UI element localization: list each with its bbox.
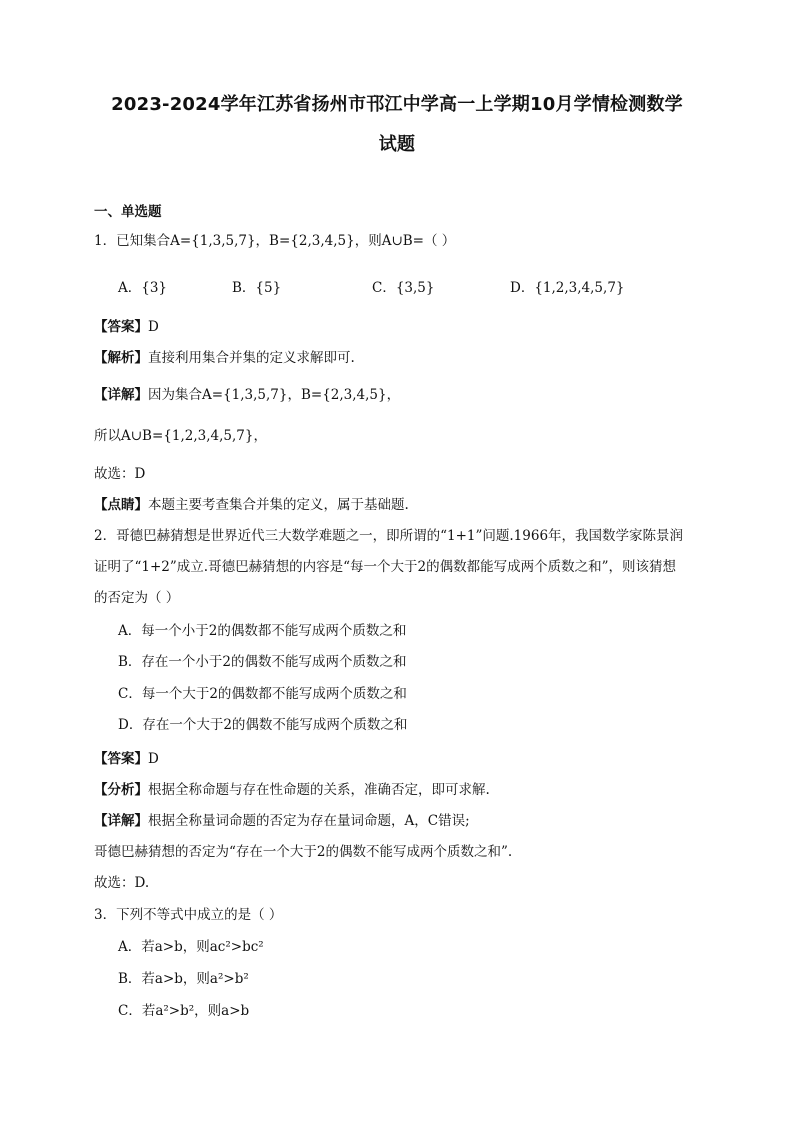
- q1-analysis: [94, 349, 355, 367]
- comment-tag: 【点睛】: [94, 497, 148, 513]
- q2-option-d: D．存在一个大于2的偶数不能写成两个质数之和: [118, 717, 408, 733]
- q3-option-c: C．若a²>b²，则a>b: [118, 1003, 250, 1019]
- q2-option-b: B．存在一个小于2的偶数不能写成两个质数之和: [118, 654, 407, 670]
- detail-tag: 【详解】: [94, 387, 148, 403]
- analysis-text: 直接利用集合并集的定义求解即可.: [148, 350, 355, 366]
- analysis-tag: 【解析】: [94, 350, 148, 366]
- q1-option-c: C．{3,5}: [372, 280, 435, 296]
- comment-text: 本题主要考查集合并集的定义，属于基础题.: [148, 497, 409, 513]
- q1-choose: 故选：D: [94, 466, 146, 482]
- q2-option-c: C．每一个大于2的偶数都不能写成两个质数之和: [118, 686, 407, 702]
- q2-detail: [94, 812, 470, 830]
- detail-text: 根据全称量词命题的否定为存在量词命题，A，C错误;: [148, 813, 470, 829]
- q1-option-a: A．{3}: [118, 280, 168, 296]
- q2-stem-line3: 的否定为（ ）: [94, 590, 180, 606]
- page-title-line1: 2023-2024学年江苏省扬州市邗江中学高一上学期10月学情检测数学: [111, 94, 683, 115]
- q1-option-d: D．{1,2,3,4,5,7}: [510, 280, 625, 296]
- q2-option-a: A．每一个小于2的偶数都不能写成两个质数之和: [118, 623, 407, 639]
- analysis-text: 根据全称命题与存在性命题的关系，准确否定，即可求解.: [148, 782, 490, 798]
- q2-stem-line1: 2．哥德巴赫猜想是世界近代三大数学难题之一，即所谓的“1+1”问题.1966年，我国数学家陈景润: [94, 528, 684, 544]
- detail-text: 因为集合A={1,3,5,7}，B={2,3,4,5}，: [148, 387, 401, 403]
- answer-tag: 【答案】: [94, 751, 148, 767]
- analysis-tag: 【分析】: [94, 782, 148, 798]
- q1-stem: 1．已知集合A={1,3,5,7}，B={2,3,4,5}，则A∪B=（ ）: [94, 233, 456, 249]
- q2-choose: 故选：D.: [94, 875, 150, 891]
- q1-comment: [94, 496, 409, 514]
- detail-tag: 【详解】: [94, 813, 148, 829]
- page-title-line2: 试题: [378, 134, 416, 155]
- answer-tag: 【答案】: [94, 319, 148, 335]
- answer-value: D: [148, 319, 159, 335]
- q2-stem-line2: 证明了“1+2”成立.哥德巴赫猜想的内容是“每一个大于2的偶数都能写成两个质数之和”，则该猜想: [94, 559, 676, 575]
- q2-analysis: [94, 781, 490, 799]
- section-heading-single-choice: 一、单选题: [94, 204, 162, 220]
- q1-answer: [94, 318, 159, 336]
- q1-detail-line2: 所以A∪B={1,2,3,4,5,7}，: [94, 428, 267, 444]
- q2-detail-line2: 哥德巴赫猜想的否定为“存在一个大于2的偶数不能写成两个质数之和”.: [94, 844, 513, 860]
- q3-option-a: A．若a>b，则ac²>bc²: [118, 939, 264, 955]
- q3-stem: 3．下列不等式中成立的是（ ）: [94, 907, 283, 923]
- q3-option-b: B．若a>b，则a²>b²: [118, 971, 249, 987]
- q1-option-b: B．{5}: [232, 280, 282, 296]
- q2-answer: [94, 750, 159, 768]
- answer-value: D: [148, 751, 159, 767]
- q1-detail: [94, 386, 400, 404]
